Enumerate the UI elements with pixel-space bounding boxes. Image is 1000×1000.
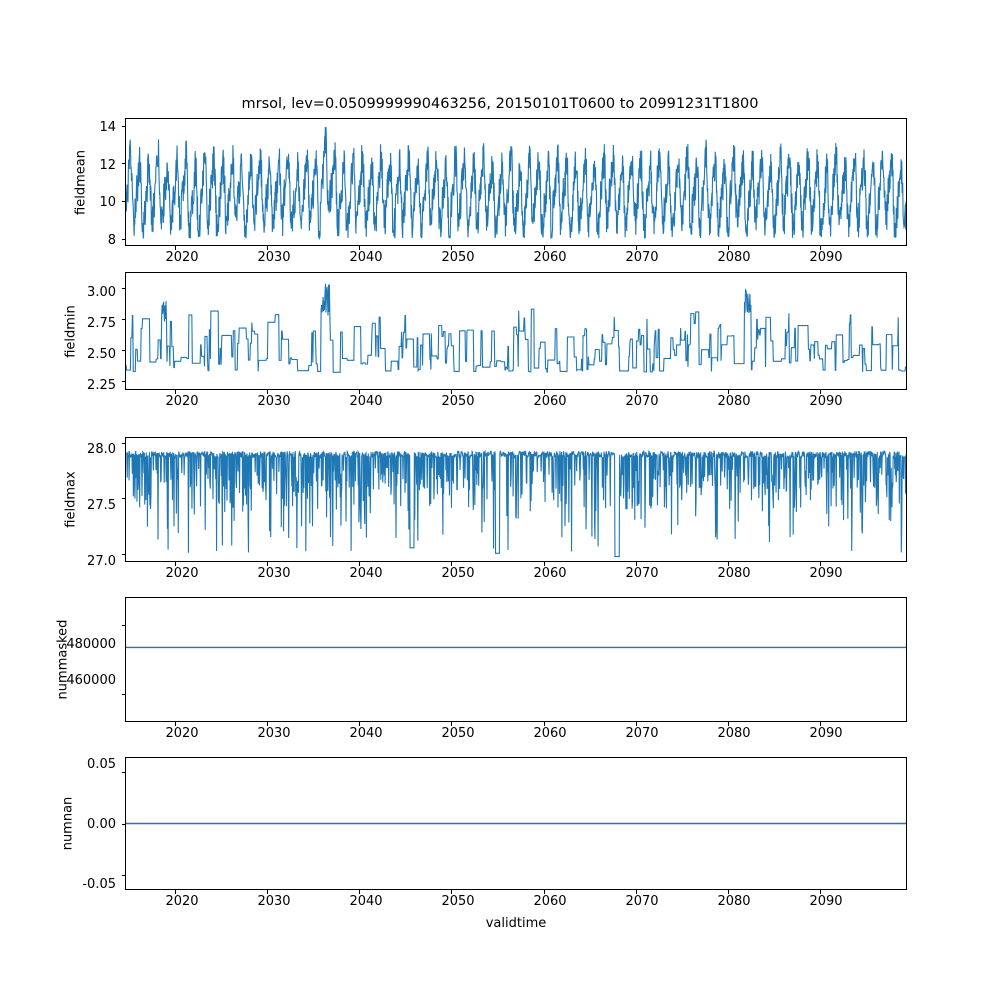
y-tick-fieldmax-1: 27.5	[87, 498, 116, 513]
y-axis-label-fieldmax: fieldmax	[63, 471, 79, 528]
x-tick-fieldmin-2060: 2060	[533, 394, 567, 409]
y-tick-nummasked-1: 480000	[66, 637, 116, 652]
x-tick-fieldmin-2040: 2040	[349, 394, 383, 409]
x-tickmark	[636, 390, 637, 394]
y-axis-label-fieldmean: fieldmean	[73, 150, 89, 215]
plot-panel-numnan	[125, 757, 907, 890]
x-tickmark	[175, 890, 176, 894]
y-tickmark	[122, 239, 126, 240]
x-tickmark	[267, 390, 268, 394]
y-tick-nummasked-0: 460000	[66, 673, 116, 688]
x-tick-fieldmean-2080: 2080	[717, 250, 751, 265]
x-tickmark	[451, 890, 452, 894]
x-tickmark	[820, 890, 821, 894]
x-tick-fieldmean-2070: 2070	[625, 250, 659, 265]
x-tickmark	[544, 722, 545, 726]
y-axis-label-numnan: numnan	[60, 796, 76, 851]
y-tickmark	[122, 875, 126, 876]
y-tickmark	[122, 625, 126, 626]
y-axis-label-nummasked: nummasked	[55, 619, 71, 700]
x-tick-fieldmin-2050: 2050	[441, 394, 475, 409]
x-tickmark	[451, 722, 452, 726]
x-tick-fieldmin-2020: 2020	[165, 394, 199, 409]
x-tick-fieldmin-2070: 2070	[625, 394, 659, 409]
x-tickmark	[636, 562, 637, 566]
x-tick-nummasked-2080: 2080	[717, 726, 751, 741]
x-tickmark	[267, 890, 268, 894]
x-tick-fieldmax-2050: 2050	[441, 566, 475, 581]
x-tick-fieldmean-2020: 2020	[165, 250, 199, 265]
nummasked-line-series	[126, 598, 906, 721]
x-tick-numnan-2050: 2050	[441, 894, 475, 909]
x-tick-numnan-2020: 2020	[165, 894, 199, 909]
x-tickmark	[820, 390, 821, 394]
x-tick-fieldmax-2090: 2090	[809, 566, 843, 581]
x-tickmark	[728, 562, 729, 566]
x-tickmark	[267, 246, 268, 250]
y-tick-fieldmean-2: 12	[99, 158, 116, 173]
y-tickmark	[122, 554, 126, 555]
x-tick-fieldmax-2030: 2030	[257, 566, 291, 581]
x-tick-nummasked-2050: 2050	[441, 726, 475, 741]
y-tick-fieldmax-2: 28.0	[87, 442, 116, 457]
x-tick-nummasked-2070: 2070	[625, 726, 659, 741]
x-tickmark	[451, 246, 452, 250]
x-tickmark	[544, 890, 545, 894]
y-tick-fieldmin-1: 2.50	[87, 347, 116, 362]
plot-panel-fieldmax	[125, 437, 907, 562]
x-tickmark	[636, 890, 637, 894]
x-tick-fieldmean-2050: 2050	[441, 250, 475, 265]
x-axis-label: validtime	[485, 916, 547, 931]
y-tick-fieldmin-3: 3.00	[87, 285, 116, 300]
y-tickmark	[122, 824, 126, 825]
x-tickmark	[359, 246, 360, 250]
plot-panel-nummasked	[125, 597, 907, 722]
x-tick-fieldmax-2060: 2060	[533, 566, 567, 581]
x-tickmark	[544, 390, 545, 394]
x-tick-nummasked-2090: 2090	[809, 726, 843, 741]
x-tick-fieldmax-2080: 2080	[717, 566, 751, 581]
y-tickmark	[122, 163, 126, 164]
x-tickmark	[359, 390, 360, 394]
y-tickmark	[122, 126, 126, 127]
x-tick-fieldmean-2060: 2060	[533, 250, 567, 265]
x-tick-numnan-2040: 2040	[349, 894, 383, 909]
numnan-line-series	[126, 758, 906, 889]
y-tickmark	[122, 694, 126, 695]
fieldmean-line-series	[126, 119, 906, 245]
x-tickmark	[636, 246, 637, 250]
x-tickmark	[728, 246, 729, 250]
x-tick-fieldmin-2080: 2080	[717, 394, 751, 409]
fieldmax-line-series	[126, 438, 906, 561]
x-tickmark	[359, 890, 360, 894]
x-tick-numnan-2060: 2060	[533, 894, 567, 909]
x-tickmark	[728, 890, 729, 894]
y-axis-label-fieldmin: fieldmin	[63, 305, 79, 358]
x-tick-nummasked-2040: 2040	[349, 726, 383, 741]
y-tickmark	[122, 319, 126, 320]
x-tickmark	[359, 722, 360, 726]
y-tickmark	[122, 498, 126, 499]
x-tickmark	[728, 390, 729, 394]
plot-panel-fieldmean	[125, 118, 907, 246]
x-tick-fieldmin-2030: 2030	[257, 394, 291, 409]
x-tickmark	[820, 246, 821, 250]
figure-title: mrsol, lev=0.0509999990463256, 20150101T0600 to 20991231T1800	[241, 96, 759, 112]
y-tickmark	[122, 443, 126, 444]
y-tickmark	[122, 772, 126, 773]
x-tick-fieldmax-2020: 2020	[165, 566, 199, 581]
x-tick-fieldmean-2030: 2030	[257, 250, 291, 265]
x-tick-numnan-2030: 2030	[257, 894, 291, 909]
y-tickmark	[122, 350, 126, 351]
x-tickmark	[175, 246, 176, 250]
x-tick-fieldmin-2090: 2090	[809, 394, 843, 409]
y-tick-fieldmin-0: 2.25	[87, 378, 116, 393]
y-tick-numnan-1: 0.00	[87, 817, 116, 832]
x-tickmark	[544, 562, 545, 566]
y-tickmark	[122, 201, 126, 202]
x-tickmark	[820, 562, 821, 566]
x-tickmark	[820, 722, 821, 726]
x-tickmark	[175, 562, 176, 566]
x-tick-nummasked-2060: 2060	[533, 726, 567, 741]
x-tick-nummasked-2030: 2030	[257, 726, 291, 741]
x-tickmark	[175, 390, 176, 394]
y-tick-fieldmin-2: 2.75	[87, 316, 116, 331]
y-tick-numnan-0: -0.05	[82, 877, 116, 892]
y-tickmark	[122, 381, 126, 382]
x-tickmark	[267, 722, 268, 726]
x-tick-numnan-2090: 2090	[809, 894, 843, 909]
x-tick-numnan-2070: 2070	[625, 894, 659, 909]
x-tick-fieldmean-2040: 2040	[349, 250, 383, 265]
y-tick-fieldmean-3: 14	[99, 120, 116, 135]
x-tick-numnan-2080: 2080	[717, 894, 751, 909]
x-tick-nummasked-2020: 2020	[165, 726, 199, 741]
x-tick-fieldmax-2040: 2040	[349, 566, 383, 581]
y-tick-fieldmean-0: 8	[107, 233, 116, 248]
fieldmin-line-series	[126, 273, 906, 389]
y-tick-numnan-2: 0.05	[87, 757, 116, 772]
x-tickmark	[636, 722, 637, 726]
y-tick-fieldmax-0: 27.0	[87, 554, 116, 569]
y-tick-fieldmean-1: 10	[99, 195, 116, 210]
x-tickmark	[451, 562, 452, 566]
plot-panel-fieldmin	[125, 272, 907, 390]
x-tick-fieldmax-2070: 2070	[625, 566, 659, 581]
y-tickmark	[122, 288, 126, 289]
x-tickmark	[544, 246, 545, 250]
x-tickmark	[728, 722, 729, 726]
x-tickmark	[267, 562, 268, 566]
x-tick-fieldmean-2090: 2090	[809, 250, 843, 265]
x-tickmark	[175, 722, 176, 726]
x-tickmark	[359, 562, 360, 566]
x-tickmark	[451, 390, 452, 394]
